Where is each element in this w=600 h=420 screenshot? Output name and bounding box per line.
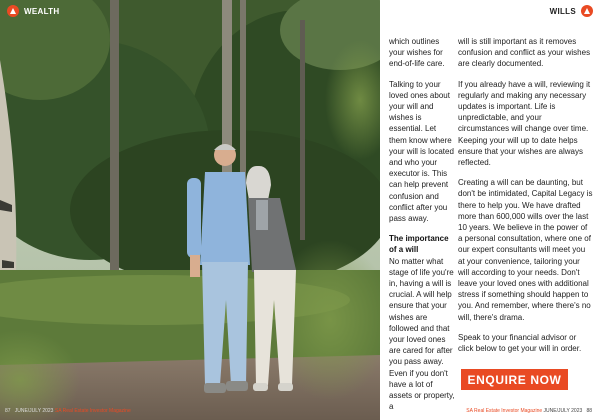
header-right: [550, 5, 593, 17]
paragraph: which outlines your wishes for end-of-life care.: [389, 37, 445, 69]
footer-left: [5, 408, 131, 414]
magazine-name: SA Real Estate Investor Magazine: [54, 408, 131, 414]
capital-legacy-logo-icon: [7, 5, 19, 17]
paragraph: Speak to your financial advisor or click below to get your will in order.: [458, 332, 582, 354]
enquire-now-button[interactable]: ENQUIRE NOW: [461, 369, 568, 390]
article-column-1: [389, 36, 455, 420]
section-title-left: WEALTH: [24, 6, 60, 16]
section-title-right: WILLS: [549, 6, 576, 16]
paragraph: Talking to your loved ones about your will and wishes is essential. Let them know where your will is located and who your executor is. This can help prevent confusion and conflict after you pass away.: [389, 79, 454, 224]
subheading: The importance of a will: [389, 234, 449, 255]
issue-date: JUNE/JULY 2023: [14, 408, 54, 414]
paragraph: will is still important as it removes confusion and conflict as your wishes are clearly documented.: [458, 37, 591, 69]
header-left: [7, 5, 59, 17]
article-column-2: [458, 36, 593, 363]
paragraph: No matter what stage of life you're in, having a will is crucial. A will help ensure that your wishes are followed and that your loved ones are cared for after you pass away. Even if you don't have a lot of assets or property, a: [389, 256, 455, 412]
paragraph: If you already have a will, reviewing it regularly and making any necessary updates is important. Life is unpredictable, and your circumstances will change over time. Keeping your will up to date helps ensure that your wishes are always reflected.: [458, 79, 591, 168]
footer-right: [466, 408, 592, 414]
page-number: 87: [5, 408, 11, 414]
magazine-name: SA Real Estate Investor Magazine: [466, 408, 543, 414]
paragraph: Creating a will can be daunting, but don't be intimidated, Capital Legacy is there to help you. We have drafted more than 600,000 wills over the last 10 years. We believe in the power of a personal consultation, where one of our expert consultants will meet you at your convenience, tailoring your will according to your needs. Don't leave your loved ones with additional stress if something should happen to you. And remember, where there's no will, there's drama.: [458, 178, 593, 322]
capital-legacy-logo-icon: [581, 5, 593, 17]
page-number: 88: [586, 408, 592, 414]
issue-date: JUNE/JULY 2023: [543, 408, 583, 414]
